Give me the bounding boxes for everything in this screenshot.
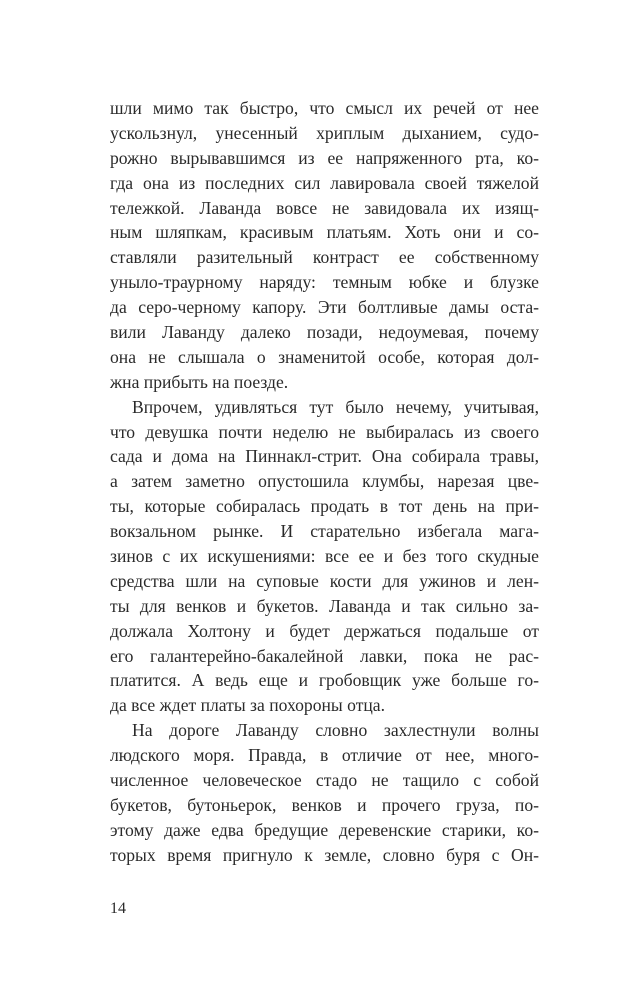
text-line: зинов с их искушениями: все ее и без того скудные	[110, 546, 539, 567]
text-line: ты, которые собиралась продать в тот день на при-	[110, 496, 539, 517]
paragraph	[110, 718, 539, 867]
text-line: да все ждет платы за похороны отца.	[110, 695, 386, 716]
text-line: На дороге Лаванду словно захлестнули волны	[132, 720, 539, 741]
text-line: гда она из последних сил лавировала своей тяжелой	[110, 172, 539, 193]
text-line: людского моря. Правда, в отличие от нее, много-	[110, 745, 539, 766]
text-line: вокзальном рынке. И старательно избегала мага-	[110, 521, 539, 542]
text-line: уныло-траурному наряду: темным юбке и блузке	[110, 272, 539, 293]
paragraph	[110, 96, 539, 395]
text-line: средства шли на суповые кости для ужинов и лен-	[110, 570, 539, 591]
text-line: ным шляпкам, красивым платьям. Хоть они и со-	[110, 222, 539, 243]
text-line: численное человеческое стадо не тащило с собой	[110, 770, 539, 791]
text-line: ускользнул, унесенный хриплым дыханием, судо-	[110, 122, 539, 143]
text-line: сада и дома на Пиннакл-стрит. Она собирала травы,	[110, 446, 539, 467]
text-line: платится. А ведь еще и гробовщик уже больше го-	[110, 670, 539, 691]
text-line: рожно вырывавшимся из ее напряженного рта, ко-	[110, 147, 539, 168]
text-line: букетов, бутоньерок, венков и прочего груза, по-	[110, 794, 539, 815]
text-line: шли мимо так быстро, что смысл их речей от нее	[110, 98, 539, 118]
text-line: ты для венков и букетов. Лаванда и так сильно за-	[110, 595, 539, 616]
text-line: этому даже едва бредущие деревенские старики, ко-	[110, 819, 539, 840]
text-line: тележкой. Лаванда вовсе не завидовала их изящ-	[110, 197, 539, 218]
text-line: да серо-черному капору. Эти болтливые дамы оста-	[110, 297, 539, 318]
text-line: торых время пригнуло к земле, словно буря с Он-	[110, 844, 539, 865]
text-line: что девушка почти неделю не выбиралась из своего	[110, 421, 539, 442]
text-line: она не слышала о знаменитой особе, которая дол-	[110, 346, 539, 367]
text-line: ставляли разительный контраст ее собственному	[110, 247, 539, 268]
body-text	[110, 96, 539, 868]
text-line: а затем заметно опустошила клумбы, нарезая цве-	[110, 471, 539, 492]
text-line: должала Холтону и будет держаться подальше от	[110, 620, 539, 641]
paragraph	[110, 395, 539, 719]
text-line: Впрочем, удивляться тут было нечему, учитывая,	[132, 396, 539, 417]
text-line: вили Лаванду далеко позади, недоумевая, почему	[110, 322, 539, 343]
text-line: жна прибыть на поезде.	[110, 371, 289, 392]
page-number: 14	[110, 900, 126, 917]
text-line: его галантерейно-бакалейной лавки, пока не рас-	[110, 645, 539, 666]
